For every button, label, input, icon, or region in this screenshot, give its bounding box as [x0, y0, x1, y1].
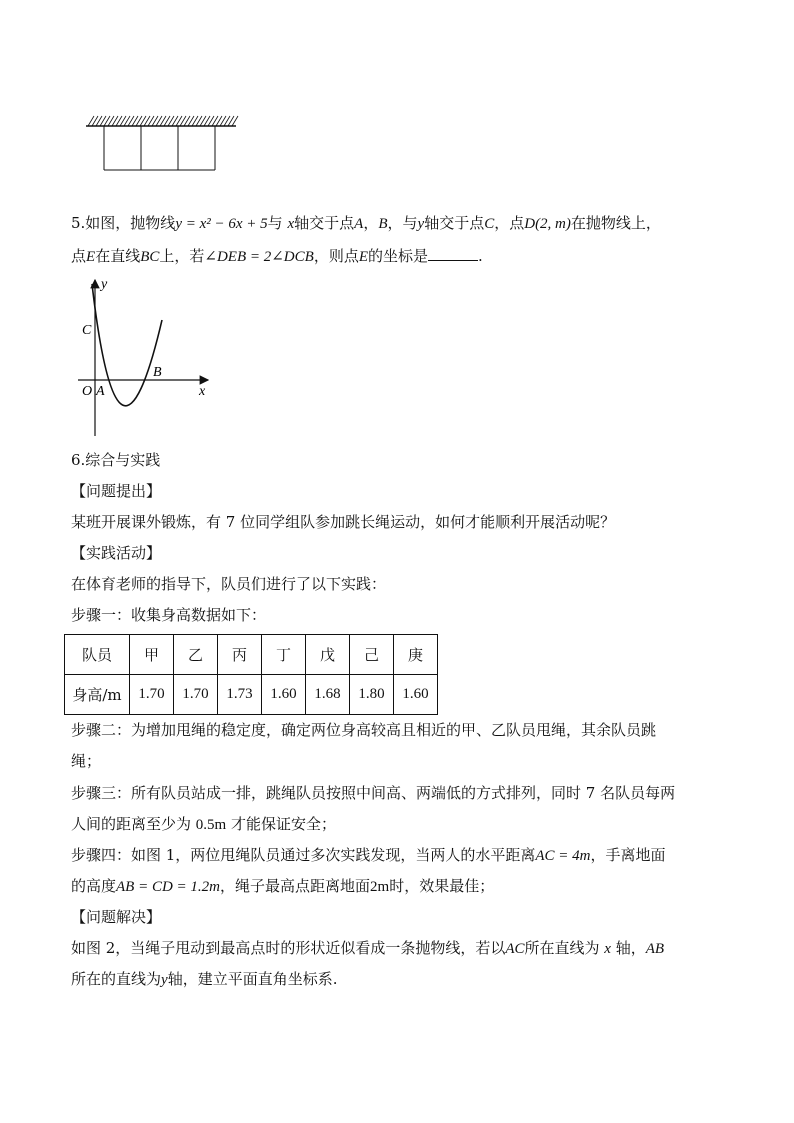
q6-solve-line1: 如图 2，当绳子甩动到最高点时的形状近似看成一条抛物线，若以AC所在直线为 x 轴，AB [71, 939, 665, 957]
height-table [64, 634, 438, 715]
q6-heading-solve: 【问题解决】 [71, 908, 162, 926]
origin-label: O [82, 384, 93, 399]
q5-line1: 5.如图，抛物线y = x² − 6x + 5与 x轴交于点A，B，与y轴交于点C，点D(2, m)在抛物线上， [71, 214, 661, 232]
q6-heading-practice: 【实践活动】 [71, 544, 162, 562]
point-b-label: B [153, 365, 162, 380]
q6-step2-line1: 步骤二：为增加甩绳的稳定度，确定两位身高较高且相近的甲、乙队员甩绳，其余队员跳 [71, 721, 657, 739]
table-header-row: 队员 甲 乙 丙 丁 戊 己 庚 [65, 635, 438, 675]
table-row: 身高/m 1.70 1.70 1.73 1.60 1.68 1.80 1.60 [65, 675, 438, 715]
q6-para-problem: 某班开展课外锻炼，有 7 位同学组队参加跳长绳运动，如何才能顺利开展活动呢？ [71, 513, 616, 531]
q6-step4-line2: 的高度AB = CD = 1.2m，绳子最高点距离地面2m时，效果最佳； [71, 877, 495, 895]
q6-step3-line1: 步骤三：所有队员站成一排，跳绳队员按照中间高、两端低的方式排列，同时 7 名队员每两 [71, 784, 676, 802]
x-label: x [199, 384, 206, 399]
point-a-label: A [96, 384, 105, 399]
q6-heading-problem: 【问题提出】 [71, 482, 162, 500]
y-label: y [101, 277, 108, 292]
point-c-label: C [82, 323, 92, 338]
q6-solve-line2: 所在的直线为y轴，建立平面直角坐标系. [71, 970, 338, 988]
answer-blank [428, 246, 478, 261]
top-figure [0, 0, 794, 180]
q6-step2-line2: 绳； [71, 752, 102, 770]
q6-step4-line1: 步骤四：如图 1，两位甩绳队员通过多次实践发现，当两人的水平距离AC = 4m，手离地面 [71, 846, 666, 864]
q6-step3-line2: 人间的距离至少为 0.5m 才能保证安全； [71, 815, 337, 833]
q5-line2: 点E在直线BC上，若∠DEB = 2∠DCB，则点E的坐标是 . [71, 247, 483, 265]
q6-title: 6.综合与实践 [71, 451, 161, 469]
q6-para-practice: 在体育老师的指导下，队员们进行了以下实践： [71, 575, 387, 593]
q6-step1: 步骤一：收集身高数据如下： [71, 606, 267, 624]
q5-parabola-graph [0, 268, 794, 448]
